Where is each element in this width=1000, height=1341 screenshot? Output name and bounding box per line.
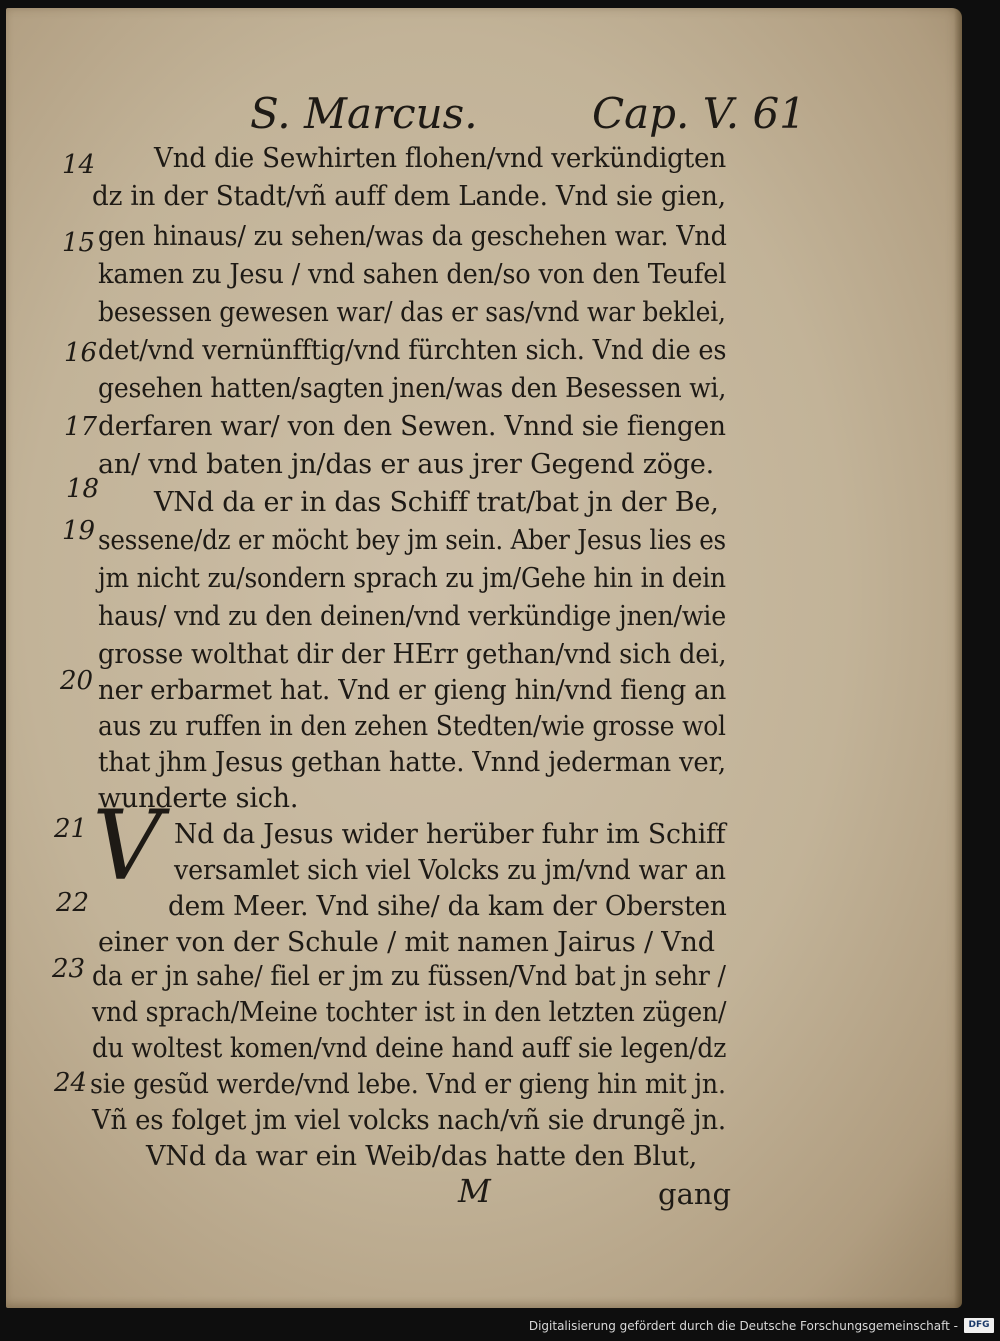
text-line: VNd da er in das Schiff trat/bat jn der Be, bbox=[154, 487, 719, 518]
text-line: aus zu ruffen in den zehen Stedten/wie grosse wol bbox=[98, 711, 726, 742]
text-line: gen hinaus/ zu sehen/was da geschehen war. Vnd bbox=[98, 221, 727, 252]
text-line: gesehen hatten/sagten jnen/was den Besessen wi, bbox=[98, 373, 727, 404]
text-line: da er jn sahe/ fiel er jm zu füssen/Vnd bat jn sehr / bbox=[92, 961, 726, 992]
text-line: Vñ es folget jm viel volcks nach/vñ sie drungẽ jn. bbox=[92, 1105, 726, 1136]
text-line: grosse wolthat dir der HErr gethan/vnd sich dei, bbox=[98, 639, 727, 670]
drop-initial: V bbox=[92, 790, 162, 902]
text-line: haus/ vnd zu den deinen/vnd verkündige jnen/wie bbox=[98, 601, 726, 632]
text-line: that jhm Jesus gethan hatte. Vnnd jederman ver, bbox=[98, 747, 726, 778]
verse-number: 16 bbox=[64, 338, 98, 368]
footer-bar bbox=[0, 1312, 1000, 1341]
verse-number: 20 bbox=[60, 666, 94, 696]
text-line: det/vnd vernünfftig/vnd fürchten sich. Vnd die es bbox=[98, 335, 727, 366]
signature-mark: M bbox=[458, 1172, 491, 1210]
dfg-logo: DFG bbox=[964, 1318, 994, 1333]
book-page bbox=[6, 8, 962, 1308]
text-line: wunderte sich. bbox=[98, 783, 299, 814]
text-line: dem Meer. Vnd sihe/ da kam der Obersten bbox=[168, 891, 727, 922]
text-line: du woltest komen/vnd deine hand auff sie legen/dz bbox=[92, 1033, 727, 1064]
text-line: an/ vnd baten jn/das er aus jrer Gegend zöge. bbox=[98, 449, 715, 480]
text-line: dz in der Stadt/vñ auff dem Lande. Vnd sie gien, bbox=[92, 181, 726, 212]
text-line: Vnd die Sewhirten flohen/vnd verkündigten bbox=[154, 143, 726, 174]
catchword: gang bbox=[658, 1177, 732, 1211]
verse-number: 19 bbox=[62, 516, 96, 546]
verse-number: 21 bbox=[54, 814, 88, 844]
text-line: sessene/dz er möcht bey jm sein. Aber Jesus lies es bbox=[98, 525, 726, 556]
text-line: kamen zu Jesu / vnd sahen den/so von den Teufel bbox=[98, 259, 727, 290]
text-line: vnd sprach/Meine tochter ist in den letzten zügen/ bbox=[92, 997, 727, 1028]
text-line: derfaren war/ von den Sewen. Vnnd sie fiengen bbox=[98, 411, 726, 442]
body-text bbox=[6, 8, 962, 1308]
text-line: besessen gewesen war/ das er sas/vnd war beklei, bbox=[98, 297, 726, 328]
text-line: einer von der Schule / mit namen Jairus / Vnd bbox=[98, 927, 715, 958]
text-line: jm nicht zu/sondern sprach zu jm/Gehe hin in dein bbox=[98, 563, 726, 594]
funding-credit: Digitalisierung gefördert durch die Deutsche Forschungsgemeinschaft - bbox=[528, 1319, 958, 1333]
verse-number: 14 bbox=[62, 150, 96, 180]
verse-number: 18 bbox=[66, 474, 100, 504]
text-line: ner erbarmet hat. Vnd er gieng hin/vnd fieng an bbox=[98, 675, 727, 706]
page-title: S. Marcus. bbox=[250, 89, 478, 138]
verse-number: 24 bbox=[54, 1068, 88, 1098]
verse-number: 17 bbox=[64, 412, 98, 442]
verse-number: 23 bbox=[52, 954, 86, 984]
text-line: VNd da war ein Weib/das hatte den Blut, bbox=[146, 1141, 698, 1172]
verse-number: 22 bbox=[56, 888, 90, 918]
text-line: versamlet sich viel Volcks zu jm/vnd war an bbox=[174, 855, 726, 886]
text-line: sie gesũd werde/vnd lebe. Vnd er gieng hin mit jn. bbox=[90, 1069, 726, 1100]
chapter-and-page-number: Cap. V. 61 bbox=[592, 89, 806, 138]
text-line: Nd da Jesus wider herüber fuhr im Schiff bbox=[174, 819, 726, 850]
verse-number: 15 bbox=[62, 228, 96, 258]
